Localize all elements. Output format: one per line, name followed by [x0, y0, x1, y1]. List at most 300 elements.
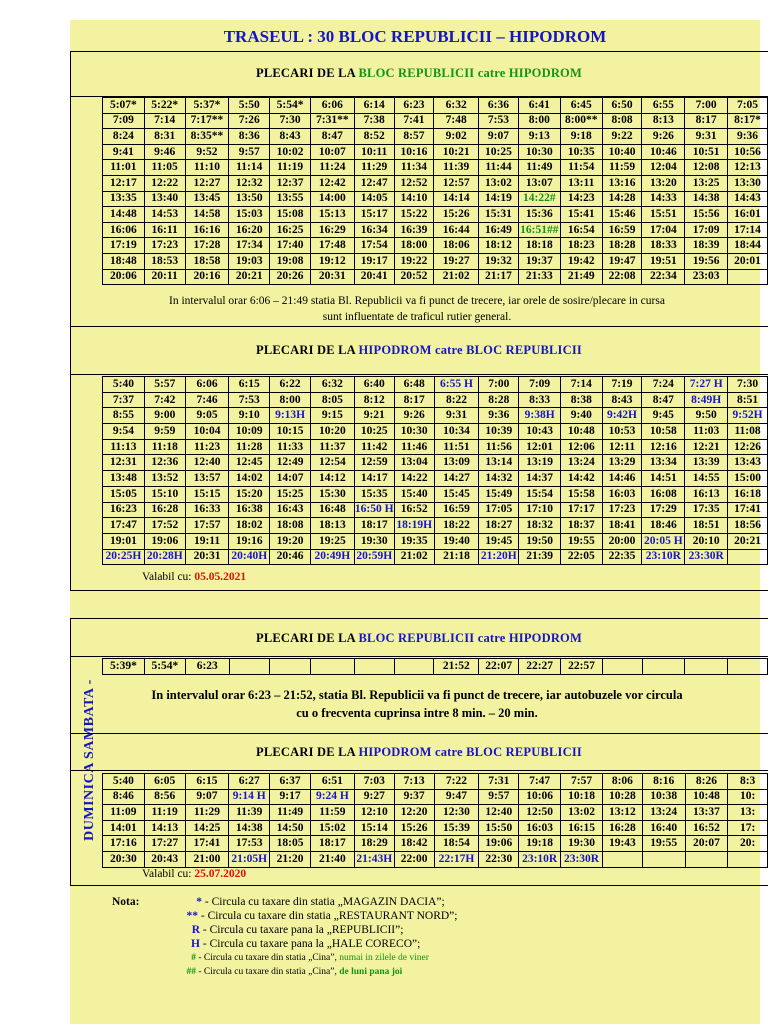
table-row — [103, 113, 768, 129]
departure-time-cell: 16:03 — [602, 486, 642, 502]
departure-time-cell: 11:59 — [310, 805, 354, 821]
departure-time-cell: 18:56 — [728, 518, 768, 534]
departure-time-cell: 5:54* — [270, 98, 311, 114]
departure-time-cell: 18:23 — [560, 238, 602, 254]
departure-time-cell: 8:22 — [434, 392, 479, 408]
departure-time-cell: 8:13 — [642, 113, 685, 129]
weekend-validity: Valabil cu: 25.07.2020 — [142, 868, 247, 880]
departure-time-cell: 9:21 — [354, 408, 394, 424]
table-row — [103, 424, 768, 440]
departure-time-cell: 10:09 — [229, 424, 270, 440]
departure-time-cell: 15:50 — [479, 820, 519, 836]
departure-time-cell: 23:30R — [685, 549, 728, 565]
departure-time-cell: 13:16 — [602, 175, 642, 191]
departure-time-cell: 8:36 — [229, 129, 270, 145]
departure-time-cell: 9:07 — [185, 789, 229, 805]
departure-time-cell: 7:53 — [229, 392, 270, 408]
departure-time-cell: 8:3 — [728, 774, 768, 790]
departure-time-cell: 11:13 — [103, 439, 145, 455]
departure-time-cell: 18:19H — [394, 518, 434, 534]
departure-time-cell: 19:30 — [561, 836, 603, 852]
departure-time-cell: 15:26 — [434, 207, 479, 223]
departure-time-cell: 8:38 — [560, 392, 602, 408]
departure-time-cell: 16:13 — [685, 486, 728, 502]
departure-time-cell: 20:41 — [354, 269, 394, 285]
departure-time-cell: 20:49H — [310, 549, 354, 565]
legend-item: # - Circula cu taxare din statia „Cina”, numai in zilele de viner — [191, 953, 429, 963]
departure-time-cell: 14:13 — [144, 820, 185, 836]
departure-time-cell: 16:01 — [727, 207, 767, 223]
departure-time-cell: 14:00 — [310, 191, 354, 207]
departure-time-cell: 10:20 — [310, 424, 354, 440]
departure-time-cell: 12:01 — [519, 439, 561, 455]
departure-time-cell: 15:39 — [434, 820, 479, 836]
departure-time-cell: 19:18 — [519, 836, 561, 852]
departure-time-cell: 15:40 — [394, 486, 434, 502]
departure-time-cell: 13:39 — [685, 455, 728, 471]
departure-time-cell: 11:44 — [479, 160, 519, 176]
departure-time-cell: 22:00 — [394, 851, 434, 867]
departure-time-cell: 13:37 — [685, 805, 728, 821]
departure-time-cell: 9:13 — [518, 129, 560, 145]
departure-time-cell: 17:57 — [185, 518, 229, 534]
departure-time-cell: 20:10 — [685, 533, 728, 549]
departure-time-cell: 9:14 H — [229, 789, 270, 805]
departure-time-cell: 7:30 — [728, 377, 768, 393]
departure-time-cell: 18:44 — [727, 238, 767, 254]
departure-time-cell — [728, 659, 768, 675]
departure-time-cell: 15:31 — [479, 207, 519, 223]
departure-time-cell: 9:50 — [685, 408, 728, 424]
table-row — [103, 238, 768, 254]
departure-time-cell — [728, 549, 768, 565]
table-row — [103, 439, 768, 455]
departure-time-cell: 17:28 — [185, 238, 229, 254]
departure-time-cell: 9:07 — [479, 129, 519, 145]
departure-time-cell: 16:25 — [270, 222, 311, 238]
departure-time-cell: 11:14 — [229, 160, 270, 176]
departure-time-cell: 10:58 — [642, 424, 685, 440]
departure-time-cell: 12:42 — [310, 175, 354, 191]
table-row — [103, 207, 768, 223]
departure-time-cell: 7:19 — [602, 377, 642, 393]
departure-time-cell: 5:22* — [144, 98, 185, 114]
departure-time-cell: 7:47 — [519, 774, 561, 790]
departure-time-cell: 19:11 — [185, 533, 229, 549]
departure-time-cell: 15:54 — [519, 486, 561, 502]
departure-time-cell: 18:54 — [434, 836, 479, 852]
departure-time-cell: 19:01 — [103, 533, 145, 549]
table-row — [103, 160, 768, 176]
departure-time-cell: 11:37 — [310, 439, 354, 455]
departure-time-cell: 9:46 — [144, 144, 185, 160]
departure-time-cell: 16:28 — [602, 820, 642, 836]
weekend-departures-hipodrom-header: PLECARI DE LA HIPODROM catre BLOC REPUBLICII — [256, 745, 582, 759]
departure-time-cell: 9:41 — [103, 144, 145, 160]
departure-time-cell: 21:52 — [434, 659, 479, 675]
departure-time-cell: 5:40 — [103, 377, 145, 393]
departure-time-cell: 17:09 — [685, 222, 728, 238]
departure-time-cell: 7:46 — [185, 392, 229, 408]
departure-time-cell: 14:58 — [185, 207, 229, 223]
departure-time-cell: 9:18 — [560, 129, 602, 145]
departure-time-cell: 17:52 — [144, 518, 185, 534]
departure-time-cell: 9:57 — [479, 789, 519, 805]
legend-item: ## - Circula cu taxare din statia „Cina”, de luni pana joi — [186, 967, 403, 977]
departure-time-cell: 9:13H — [270, 408, 311, 424]
departure-time-cell: 10:56 — [727, 144, 767, 160]
departure-time-cell: 10:35 — [560, 144, 602, 160]
departure-time-cell: 11:23 — [185, 439, 229, 455]
departure-time-cell: 19:06 — [144, 533, 185, 549]
departure-time-cell: 16:43 — [270, 502, 311, 518]
departure-time-cell: 5:40 — [103, 774, 145, 790]
divider — [70, 326, 768, 327]
departure-time-cell: 14:01 — [103, 820, 145, 836]
departure-time-cell: 17:10 — [519, 502, 561, 518]
departure-time-cell: 13:29 — [602, 455, 642, 471]
departure-time-cell: 10:46 — [642, 144, 685, 160]
departure-time-cell: 9:22 — [602, 129, 642, 145]
departure-time-cell: 6:55 — [642, 98, 685, 114]
departure-time-cell: 17:23 — [602, 502, 642, 518]
departure-time-cell: 19:51 — [642, 253, 685, 269]
departure-time-cell: 11:59 — [602, 160, 642, 176]
departure-time-cell: 20:06 — [103, 269, 145, 285]
departure-time-cell: 8:00** — [560, 113, 602, 129]
departure-time-cell: 15:03 — [229, 207, 270, 223]
departure-time-cell: 19:30 — [354, 533, 394, 549]
departure-time-cell: 8:26 — [685, 774, 728, 790]
departure-time-cell: 11:54 — [560, 160, 602, 176]
departure-time-cell: 11:51 — [434, 439, 479, 455]
departure-time-cell: 20:21 — [229, 269, 270, 285]
departure-time-cell: 22:27 — [519, 659, 561, 675]
departure-time-cell: 11:18 — [144, 439, 185, 455]
departure-time-cell: 10:39 — [479, 424, 519, 440]
departure-time-cell: 8:57 — [394, 129, 434, 145]
departure-time-cell: 18:48 — [103, 253, 145, 269]
departure-time-cell: 14:25 — [185, 820, 229, 836]
departure-time-cell: 6:06 — [185, 377, 229, 393]
table-row — [103, 789, 768, 805]
departure-time-cell: 7:05 — [727, 98, 767, 114]
departure-time-cell: 15:36 — [518, 207, 560, 223]
departure-time-cell: 14:27 — [434, 471, 479, 487]
departure-time-cell: 15:56 — [685, 207, 728, 223]
table-row — [103, 820, 768, 836]
departure-time-cell: 14:22 — [394, 471, 434, 487]
departure-time-cell: 22:05 — [560, 549, 602, 565]
departure-time-cell: 22:08 — [602, 269, 642, 285]
table-row — [103, 269, 768, 285]
departure-time-cell: 6:45 — [560, 98, 602, 114]
departure-time-cell: 10:21 — [434, 144, 479, 160]
departure-time-cell: 14:19 — [479, 191, 519, 207]
departure-time-cell: 12:21 — [685, 439, 728, 455]
departure-time-cell: 9:26 — [642, 129, 685, 145]
departure-time-cell: 8:06 — [602, 774, 642, 790]
departure-time-cell: 12:52 — [394, 175, 434, 191]
departure-time-cell: 16:52 — [394, 502, 434, 518]
departure-time-cell: 19:03 — [229, 253, 270, 269]
departure-time-cell: 10:48 — [560, 424, 602, 440]
departure-time-cell: 12:57 — [434, 175, 479, 191]
departure-time-cell: 13:12 — [602, 805, 642, 821]
table-row — [103, 549, 768, 565]
departure-time-cell: 19:43 — [602, 836, 642, 852]
departure-time-cell: 10:18 — [561, 789, 603, 805]
departure-time-cell: 19:50 — [519, 533, 561, 549]
departure-time-cell: 18:33 — [642, 238, 685, 254]
departure-time-cell: 10:04 — [185, 424, 229, 440]
departure-time-cell: 17:41 — [185, 836, 229, 852]
table-row — [103, 98, 768, 114]
departure-time-cell: 20:25H — [103, 549, 145, 565]
departure-time-cell: 8:16 — [642, 774, 685, 790]
departure-time-cell — [642, 851, 685, 867]
departure-time-cell: 7:57 — [561, 774, 603, 790]
departure-time-cell: 8:31 — [144, 129, 185, 145]
table-row — [103, 533, 768, 549]
departure-time-cell: 18:42 — [394, 836, 434, 852]
departure-time-cell: 14:33 — [642, 191, 685, 207]
departure-time-cell: 17:53 — [229, 836, 270, 852]
departure-time-cell: 6:23 — [394, 98, 434, 114]
departure-time-cell: 7:31** — [310, 113, 354, 129]
departure-time-cell: 13:45 — [185, 191, 229, 207]
departure-time-cell: 5:50 — [229, 98, 270, 114]
departure-time-cell — [728, 851, 768, 867]
departure-time-cell: 17:54 — [354, 238, 394, 254]
departure-time-cell: 12:50 — [519, 805, 561, 821]
departure-time-cell: 14:02 — [229, 471, 270, 487]
departure-time-cell: 17:35 — [685, 502, 728, 518]
departure-time-cell: 12:47 — [354, 175, 394, 191]
departure-time-cell: 10:40 — [602, 144, 642, 160]
departure-time-cell: 19:08 — [270, 253, 311, 269]
departure-time-cell: 16:18 — [728, 486, 768, 502]
departure-time-cell: 8:55 — [103, 408, 145, 424]
departure-time-cell: 23:30R — [561, 851, 603, 867]
departure-time-cell: 18:39 — [685, 238, 728, 254]
departure-time-cell: 18:32 — [519, 518, 561, 534]
departure-time-cell: 12:08 — [685, 160, 728, 176]
departure-time-cell: 7:37 — [103, 392, 145, 408]
departure-time-cell: 10:25 — [354, 424, 394, 440]
departure-time-cell: 8:47 — [642, 392, 685, 408]
departure-time-cell: 6:41 — [518, 98, 560, 114]
departure-time-cell: 13:30 — [727, 175, 767, 191]
departure-time-cell: 13:09 — [434, 455, 479, 471]
departure-time-cell: 8:17* — [727, 113, 767, 129]
departure-time-cell: 9:36 — [727, 129, 767, 145]
departure-time-cell: 17:47 — [103, 518, 145, 534]
departure-time-cell: 8:08 — [602, 113, 642, 129]
departure-time-cell: 16:40 — [642, 820, 685, 836]
departure-time-cell: 8:43 — [270, 129, 311, 145]
departure-time-cell: 17:19 — [103, 238, 145, 254]
departure-time-cell: 19:40 — [434, 533, 479, 549]
departure-time-cell: 12:30 — [434, 805, 479, 821]
departure-time-cell: 17:16 — [103, 836, 145, 852]
departure-time-cell: 12:40 — [479, 805, 519, 821]
departure-time-cell: 11:01 — [103, 160, 145, 176]
departure-time-cell: 19:55 — [560, 533, 602, 549]
departure-time-cell: 9:45 — [642, 408, 685, 424]
departure-time-cell: 14:42 — [560, 471, 602, 487]
departure-time-cell: 13:40 — [144, 191, 185, 207]
departure-time-cell: 10:11 — [354, 144, 394, 160]
departure-time-cell: 13:07 — [518, 175, 560, 191]
departure-time-cell: 19:55 — [642, 836, 685, 852]
departure-time-cell: 6:27 — [229, 774, 270, 790]
departure-time-cell: 15:15 — [185, 486, 229, 502]
table-row — [103, 455, 768, 471]
departure-time-cell: 8:12 — [354, 392, 394, 408]
departure-time-cell — [354, 659, 394, 675]
table-row — [103, 222, 768, 238]
departure-time-cell: 16:11 — [144, 222, 185, 238]
departure-time-cell: 13:35 — [103, 191, 145, 207]
table-row — [103, 805, 768, 821]
departure-time-cell: 15:17 — [354, 207, 394, 223]
departure-time-cell: 16:59 — [602, 222, 642, 238]
departure-time-cell: 8:28 — [479, 392, 519, 408]
departure-time-cell: 19:20 — [270, 533, 311, 549]
departure-time-cell: 13: — [728, 805, 768, 821]
departure-time-cell: 9:24 H — [310, 789, 354, 805]
departure-time-cell: 22:35 — [602, 549, 642, 565]
departure-time-cell: 6:32 — [310, 377, 354, 393]
departure-time-cell: 16:16 — [185, 222, 229, 238]
departure-time-cell: 16:15 — [561, 820, 603, 836]
departure-time-cell: 15:51 — [642, 207, 685, 223]
departure-time-cell: 22:17H — [434, 851, 479, 867]
departure-time-cell: 15:25 — [270, 486, 311, 502]
departure-time-cell: 6:37 — [270, 774, 311, 790]
departure-time-cell: 9:52H — [728, 408, 768, 424]
departure-time-cell: 18:06 — [434, 238, 479, 254]
departure-time-cell: 10:48 — [685, 789, 728, 805]
departure-time-cell: 14:32 — [479, 471, 519, 487]
departure-time-cell: 12:16 — [642, 439, 685, 455]
route-title: TRASEUL : 30 BLOC REPUBLICII – HIPODROM — [223, 27, 607, 46]
departure-time-cell: 12:20 — [394, 805, 434, 821]
departure-time-cell: 13:34 — [642, 455, 685, 471]
departure-time-cell: 20:28H — [144, 549, 185, 565]
departure-time-cell: 9:42H — [602, 408, 642, 424]
departure-time-cell: 19:22 — [394, 253, 434, 269]
departure-time-cell: 8:46 — [103, 789, 145, 805]
departure-time-cell: 19:17 — [354, 253, 394, 269]
departure-time-cell: 8:52 — [354, 129, 394, 145]
departure-time-cell: 7:13 — [394, 774, 434, 790]
weekend-bloc-republicii-timetable — [102, 658, 768, 675]
departure-time-cell: 16:52 — [685, 820, 728, 836]
departure-time-cell: 12:10 — [354, 805, 394, 821]
departure-time-cell: 6:50 — [602, 98, 642, 114]
departure-time-cell: 11:05 — [144, 160, 185, 176]
departure-time-cell: 14:38 — [229, 820, 270, 836]
departure-time-cell: 13:02 — [561, 805, 603, 821]
departure-time-cell: 19:47 — [602, 253, 642, 269]
departure-time-cell: 16:44 — [434, 222, 479, 238]
departure-time-cell: 7:03 — [354, 774, 394, 790]
departure-time-cell: 16:23 — [103, 502, 145, 518]
departure-time-cell: 6:15 — [185, 774, 229, 790]
weekend-hipodrom-timetable — [102, 773, 768, 868]
departure-time-cell: 9:57 — [229, 144, 270, 160]
table-row — [103, 253, 768, 269]
departure-time-cell: 12:26 — [728, 439, 768, 455]
departure-time-cell: 12:45 — [229, 455, 270, 471]
departure-time-cell: 7:41 — [394, 113, 434, 129]
departure-time-cell: 12:11 — [602, 439, 642, 455]
legend-item: * - Circula cu taxare din statia „MAGAZIN DACIA”; — [196, 896, 445, 908]
divider — [70, 656, 768, 657]
departure-time-cell: 17:29 — [642, 502, 685, 518]
departure-time-cell: 7:00 — [685, 98, 728, 114]
departure-time-cell: 20:40H — [229, 549, 270, 565]
departure-time-cell: 12:40 — [185, 455, 229, 471]
departure-time-cell: 9:05 — [185, 408, 229, 424]
departure-time-cell: 7:53 — [479, 113, 519, 129]
departure-time-cell: 13:04 — [394, 455, 434, 471]
departure-time-cell: 5:39* — [103, 659, 145, 675]
departure-time-cell: 17:14 — [727, 222, 767, 238]
departure-time-cell: 23:03 — [685, 269, 728, 285]
departure-time-cell: 20:43 — [144, 851, 185, 867]
departure-time-cell: 7:09 — [519, 377, 561, 393]
departure-time-cell: 8:00 — [270, 392, 311, 408]
departure-time-cell: 18:08 — [270, 518, 311, 534]
departure-time-cell: 16:06 — [103, 222, 145, 238]
departure-time-cell: 14:37 — [519, 471, 561, 487]
departure-time-cell: 14:14 — [434, 191, 479, 207]
departure-time-cell: 5:37* — [185, 98, 229, 114]
departure-time-cell: 9:37 — [394, 789, 434, 805]
departure-time-cell: 15:13 — [310, 207, 354, 223]
departure-time-cell: 19:45 — [479, 533, 519, 549]
departure-time-cell: 9:31 — [685, 129, 728, 145]
weekend-side-label: DUMINICA SAMBATA - — [82, 679, 97, 841]
departure-time-cell: 13:11 — [560, 175, 602, 191]
departure-time-cell: 21:17 — [479, 269, 519, 285]
weekday-departures-hipodrom-header: PLECARI DE LA HIPODROM catre BLOC REPUBLICII — [256, 343, 582, 357]
departure-time-cell: 12:31 — [103, 455, 145, 471]
departure-time-cell: 6:15 — [229, 377, 270, 393]
departure-time-cell: 16:48 — [310, 502, 354, 518]
weekend-transit-note: In intervalul orar 6:23 – 21:52, statia Bl. Republicii va fi punct de trecere, iar autobuzele vor circula cu o frecventa cuprinsa intre 8 min. – 20 min. — [151, 688, 683, 720]
departure-time-cell: 8:51 — [728, 392, 768, 408]
departure-time-cell: 13:43 — [728, 455, 768, 471]
departure-time-cell: 5:07* — [103, 98, 145, 114]
departure-time-cell: 23:10R — [642, 549, 685, 565]
departure-time-cell: 17:41 — [728, 502, 768, 518]
weekday-departures-bloc-republicii-header: PLECARI DE LA BLOC REPUBLICII catre HIPODROM — [256, 66, 582, 80]
departure-time-cell: 15:22 — [394, 207, 434, 223]
departure-time-cell: 10:15 — [270, 424, 311, 440]
departure-time-cell: 7:31 — [479, 774, 519, 790]
departure-time-cell: 21:33 — [518, 269, 560, 285]
departure-time-cell: 6:32 — [434, 98, 479, 114]
departure-time-cell — [685, 659, 728, 675]
weekday-bloc-republicii-timetable — [102, 97, 768, 285]
departure-time-cell: 13:48 — [103, 471, 145, 487]
departure-time-cell: 18:29 — [354, 836, 394, 852]
departure-time-cell: 15:41 — [560, 207, 602, 223]
